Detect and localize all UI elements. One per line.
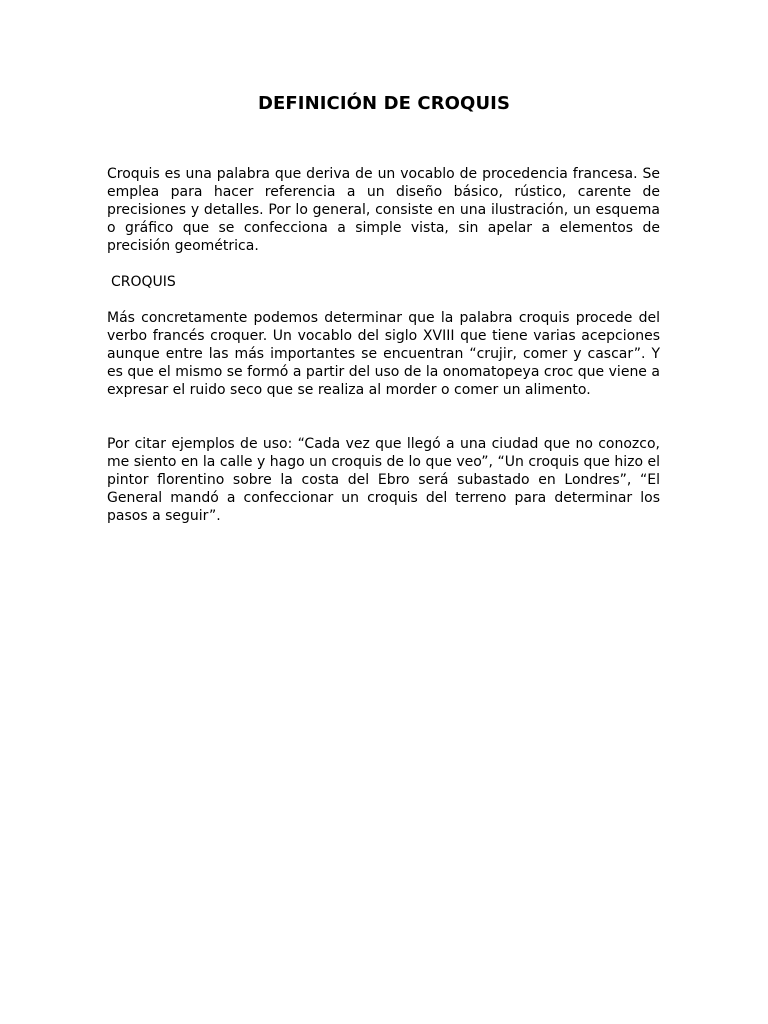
paragraph-etymology: Más concretamente podemos determinar que la palabra croquis procede del verbo francés croquer. Un vocablo del siglo XVIII que tiene varias acepciones aunque entre las más importantes se encuentran “crujir, comer y cascar”. Y es que el mismo se formó a partir del uso de la onomatopeya croc que viene a expresar el ruido seco que se realiza al morder o comer un alimento. [107, 310, 660, 398]
paragraph-examples: Por citar ejemplos de uso: “Cada vez que llegó a una ciudad que no conozco, me siento en la calle y hago un croquis de lo que veo”, “Un croquis que hizo el pintor florentino sobre la costa del Ebro será subastado en Londres”, “El General mandó a confeccionar un croquis del terreno para determinar los pasos a seguir”. [107, 436, 660, 524]
document-title: DEFINICIÓN DE CROQUIS [257, 93, 511, 114]
paragraph-definition: Croquis es una palabra que deriva de un vocablo de procedencia francesa. Se emplea para hacer referencia a un diseño básico, rústico, carente de precisiones y detalles. Por lo general, consiste en una ilustración, un esquema o gráfico que se confecciona a simple vista, sin apelar a elementos de precisión geométrica. [107, 166, 660, 254]
subheading-croquis: CROQUIS [111, 274, 176, 290]
